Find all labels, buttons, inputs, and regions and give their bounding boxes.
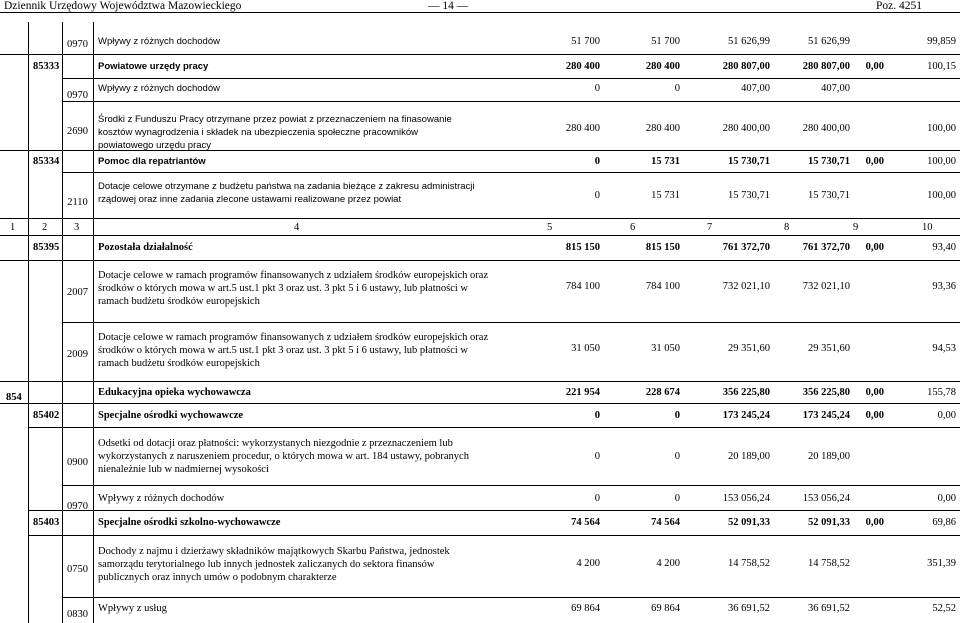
row-code: 85402 <box>33 410 60 421</box>
executed-value: 153 056,24 <box>722 493 770 504</box>
plan-after-changes-value: 69 864 <box>651 603 680 614</box>
executed-value: 356 225,80 <box>722 387 770 398</box>
page-number: — 14 — <box>428 0 469 12</box>
receipts-value: 280 400,00 <box>802 123 850 134</box>
arrears-value: 0,00 <box>865 61 884 72</box>
receipts-value: 407,00 <box>821 83 850 94</box>
plan-value: 69 864 <box>571 603 600 614</box>
row-description: Wpływy z różnych dochodów <box>98 493 225 504</box>
arrears-value: 0,00 <box>865 387 884 398</box>
executed-value: 407,00 <box>741 83 770 94</box>
row-description: Powiatowe urzędy pracy <box>98 61 209 72</box>
row-divider <box>28 427 960 428</box>
row-description: Dotacje celowe w ramach programów finansowanych z udziałem środków europejskich oraz środków o których mowa w art.5 ust.1 pkt 3 oraz ust. 3 pkt 5 i 6 ustawy, lub płatności w ramach budżetu środków europejskich <box>98 270 489 307</box>
journal-title: Dziennik Urzędowy Województwa Mazowieckiego <box>4 0 242 12</box>
plan-after-changes-value: 280 400 <box>645 123 680 134</box>
column-number: 2 <box>42 222 48 233</box>
executed-value: 36 691,52 <box>728 603 770 614</box>
row-divider <box>0 218 960 219</box>
receipts-value: 29 351,60 <box>808 343 850 354</box>
row-code: 85333 <box>33 61 60 72</box>
plan-value: 4 200 <box>576 558 600 569</box>
column-divider <box>28 22 29 623</box>
row-code: 85395 <box>33 242 60 253</box>
receipts-value: 51 626,99 <box>808 36 850 47</box>
plan-after-changes-value: 74 564 <box>651 517 680 528</box>
receipts-value: 356 225,80 <box>802 387 850 398</box>
percent-value: 93,40 <box>932 242 956 253</box>
row-divider <box>0 403 960 404</box>
position-number: Poz. 4251 <box>876 0 922 12</box>
plan-after-changes-value: 228 674 <box>645 387 680 398</box>
column-number: 8 <box>784 222 790 233</box>
percent-value: 0,00 <box>937 410 956 421</box>
column-number: 9 <box>853 222 859 233</box>
column-number: 1 <box>10 222 16 233</box>
row-divider <box>28 510 960 511</box>
row-divider <box>62 101 960 102</box>
arrears-value: 0,00 <box>865 242 884 253</box>
row-divider <box>0 54 960 55</box>
row-divider <box>62 485 960 486</box>
receipts-value: 153 056,24 <box>802 493 850 504</box>
row-description: Specjalne ośrodki wychowawcze <box>98 410 244 421</box>
plan-value: 0 <box>594 493 600 504</box>
plan-value: 0 <box>594 451 600 462</box>
percent-value: 99,859 <box>927 36 956 47</box>
percent-value: 155,78 <box>927 387 956 398</box>
row-code: 2690 <box>67 126 88 137</box>
column-number: 10 <box>922 222 933 233</box>
percent-value: 69,86 <box>932 517 956 528</box>
plan-value: 51 700 <box>571 36 600 47</box>
executed-value: 51 626,99 <box>728 36 770 47</box>
row-code: 85403 <box>33 517 60 528</box>
executed-value: 761 372,70 <box>722 242 770 253</box>
executed-value: 280 400,00 <box>722 123 770 134</box>
plan-after-changes-value: 0 <box>674 83 680 94</box>
percent-value: 94,53 <box>932 343 956 354</box>
row-description: Wpływy z różnych dochodów <box>98 36 220 47</box>
plan-after-changes-value: 815 150 <box>645 242 680 253</box>
percent-value: 100,00 <box>927 156 956 167</box>
executed-value: 280 807,00 <box>722 61 770 72</box>
column-divider <box>93 22 94 623</box>
plan-value: 0 <box>594 190 600 201</box>
executed-value: 15 730,71 <box>728 190 770 201</box>
row-code: 0750 <box>67 564 88 575</box>
receipts-value: 36 691,52 <box>808 603 850 614</box>
executed-value: 20 189,00 <box>728 451 770 462</box>
plan-value: 815 150 <box>565 242 600 253</box>
receipts-value: 15 730,71 <box>808 190 850 201</box>
percent-value: 351,39 <box>927 558 956 569</box>
plan-value: 280 400 <box>565 61 600 72</box>
row-divider <box>0 260 960 261</box>
plan-value: 0 <box>594 83 600 94</box>
row-code: 0830 <box>67 609 88 620</box>
plan-value: 31 050 <box>571 343 600 354</box>
percent-value: 52,52 <box>932 603 956 614</box>
row-divider <box>28 535 960 536</box>
row-divider <box>0 235 960 236</box>
arrears-value: 0,00 <box>865 517 884 528</box>
executed-value: 14 758,52 <box>728 558 770 569</box>
row-code: 2110 <box>67 197 88 208</box>
receipts-value: 280 807,00 <box>802 61 850 72</box>
receipts-value: 20 189,00 <box>808 451 850 462</box>
executed-value: 173 245,24 <box>722 410 770 421</box>
plan-after-changes-value: 0 <box>674 410 680 421</box>
column-number: 7 <box>707 222 713 233</box>
row-divider <box>62 597 960 598</box>
arrears-value: 0,00 <box>865 410 884 421</box>
plan-after-changes-value: 51 700 <box>651 36 680 47</box>
plan-after-changes-value: 15 731 <box>651 190 680 201</box>
plan-after-changes-value: 4 200 <box>656 558 680 569</box>
receipts-value: 732 021,10 <box>802 281 850 292</box>
row-description: Edukacyjna opieka wychowawcza <box>98 387 251 398</box>
receipts-value: 52 091,33 <box>808 517 850 528</box>
executed-value: 732 021,10 <box>722 281 770 292</box>
plan-value: 784 100 <box>565 281 600 292</box>
row-code: 2009 <box>67 349 88 360</box>
row-description: Odsetki od dotacji oraz płatności: wykorzystanych niezgodnie z przeznaczeniem lub wykorzystanych z naruszeniem procedur, o których mowa w art. 184 ustawy, pobranych nienależnie lub w nadmiernej wysokości <box>98 438 469 475</box>
plan-value: 74 564 <box>571 517 600 528</box>
percent-value: 93,36 <box>932 281 956 292</box>
percent-value: 100,00 <box>927 190 956 201</box>
row-code: 85334 <box>33 156 60 167</box>
row-divider <box>62 78 960 79</box>
row-code: 0970 <box>67 501 88 512</box>
plan-after-changes-value: 280 400 <box>645 61 680 72</box>
row-description: Wpływy z usług <box>98 603 167 614</box>
percent-value: 0,00 <box>937 493 956 504</box>
plan-value: 0 <box>594 156 600 167</box>
row-description: Środki z Funduszu Pracy otrzymane przez powiat z przeznaczeniem na finasowanie kosztów wynagrodzenia i składek na ubezpieczenia społeczne pracowników powiatowego urzędu pracy <box>98 114 452 151</box>
row-divider <box>62 322 960 323</box>
receipts-value: 761 372,70 <box>802 242 850 253</box>
row-description: Specjalne ośrodki szkolno-wychowawcze <box>98 517 281 528</box>
row-description: Pomoc dla repatriantów <box>98 156 206 167</box>
column-number: 5 <box>547 222 553 233</box>
executed-value: 52 091,33 <box>728 517 770 528</box>
row-description: Pozostała działalność <box>98 242 193 253</box>
receipts-value: 14 758,52 <box>808 558 850 569</box>
plan-value: 221 954 <box>565 387 600 398</box>
percent-value: 100,00 <box>927 123 956 134</box>
plan-after-changes-value: 0 <box>674 493 680 504</box>
row-code: 0970 <box>67 39 88 50</box>
row-description: Dochody z najmu i dzierżawy składników majątkowych Skarbu Państwa, jednostek samorządu terytorialnego lub innych jednostek zaliczanych do sektora finansów publicznych oraz innych umów o podobnym charakterze <box>98 546 450 583</box>
row-code: 854 <box>6 392 22 403</box>
percent-value: 100,15 <box>927 61 956 72</box>
executed-value: 29 351,60 <box>728 343 770 354</box>
row-description: Dotacje celowe otrzymane z budżetu państwa na zadania bieżące z zakresu administracji rządowej oraz inne zadania zlecone ustawami realizowane przez powiat <box>98 181 475 205</box>
column-number: 3 <box>74 222 80 233</box>
plan-after-changes-value: 784 100 <box>645 281 680 292</box>
row-code: 0900 <box>67 457 88 468</box>
plan-after-changes-value: 15 731 <box>651 156 680 167</box>
row-code: 0970 <box>67 90 88 101</box>
arrears-value: 0,00 <box>865 156 884 167</box>
plan-value: 0 <box>594 410 600 421</box>
row-description: Dotacje celowe w ramach programów finansowanych z udziałem środków europejskich oraz środków o których mowa w art.5 ust.1 pkt 3 oraz ust. 3 pkt 5 i 6 ustawy, lub płatności w ramach budżetu środków europejskich <box>98 332 489 369</box>
receipts-value: 173 245,24 <box>802 410 850 421</box>
row-description: Wpływy z różnych dochodów <box>98 83 220 94</box>
row-divider <box>0 381 960 382</box>
row-code: 2007 <box>67 287 88 298</box>
column-number: 6 <box>630 222 636 233</box>
row-divider <box>62 172 960 173</box>
column-number: 4 <box>294 222 300 233</box>
receipts-value: 15 730,71 <box>808 156 850 167</box>
plan-value: 280 400 <box>565 123 600 134</box>
column-divider <box>62 22 63 623</box>
executed-value: 15 730,71 <box>728 156 770 167</box>
plan-after-changes-value: 31 050 <box>651 343 680 354</box>
plan-after-changes-value: 0 <box>674 451 680 462</box>
